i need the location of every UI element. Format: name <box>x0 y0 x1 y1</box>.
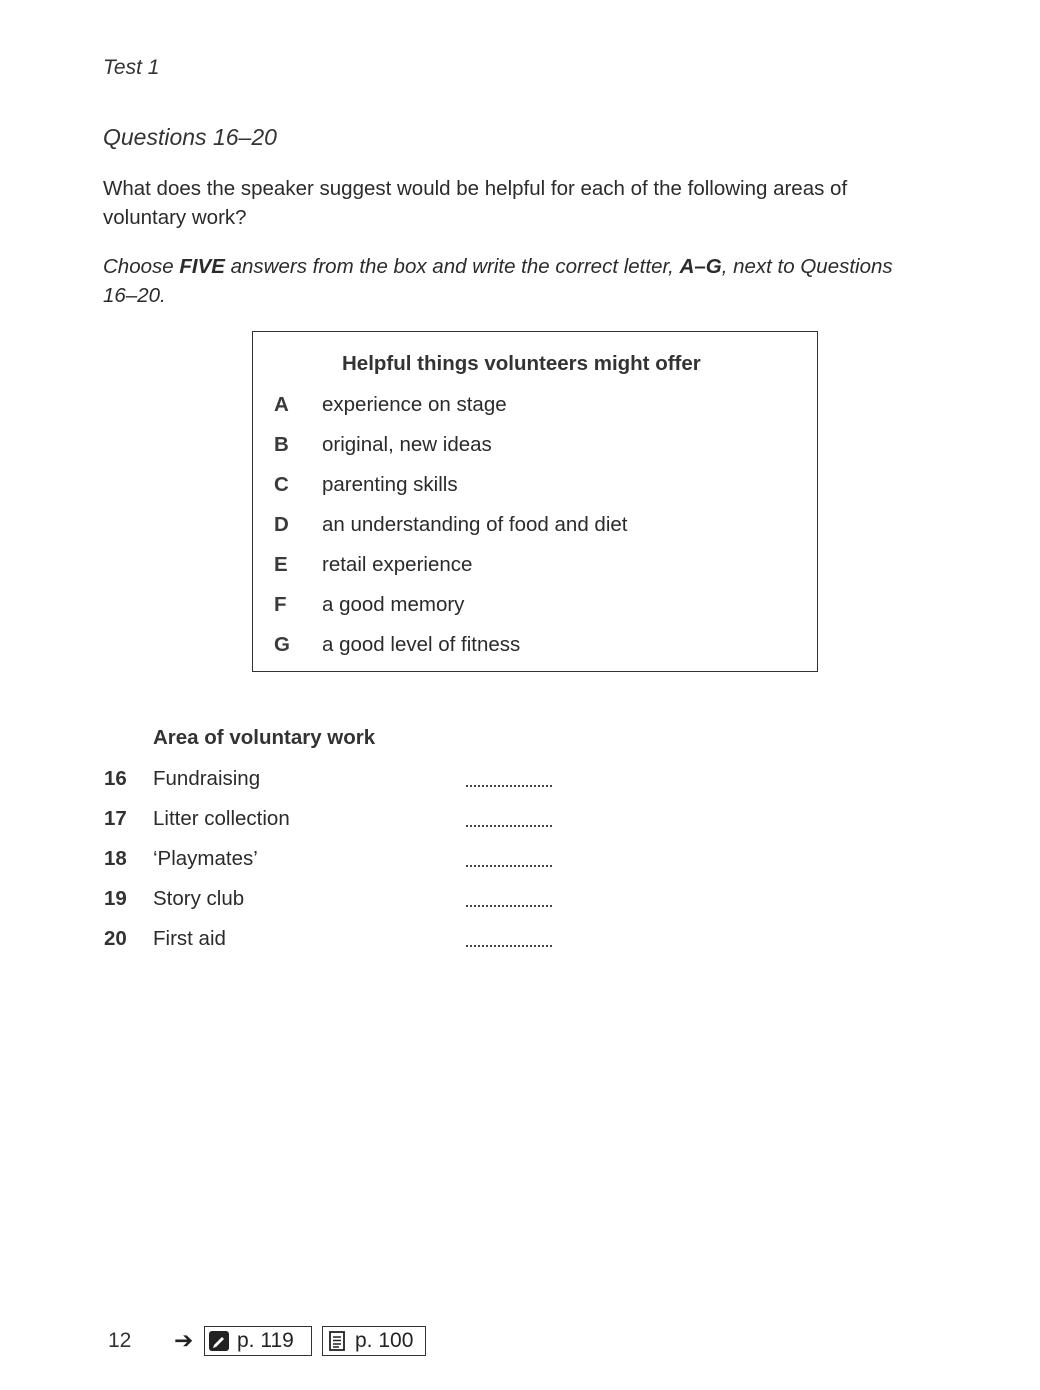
option-letter: C <box>274 473 289 496</box>
option-text: a good memory <box>322 593 465 616</box>
option-letter: B <box>274 433 289 456</box>
answer-key-page: p. 119 <box>237 1329 294 1352</box>
questions-heading: Questions 16–20 <box>103 124 277 150</box>
question-label: ‘Playmates’ <box>153 847 258 870</box>
option-letter: E <box>274 553 288 576</box>
question-label: Story club <box>153 887 245 910</box>
running-head: Test 1 <box>103 56 160 79</box>
answer-blank[interactable] <box>466 865 552 867</box>
option-letter: D <box>274 513 289 536</box>
page-number: 12 <box>108 1329 132 1352</box>
area-heading: Area of voluntary work <box>153 726 376 749</box>
option-text: an understanding of food and diet <box>322 513 628 536</box>
transcript-page: p. 100 <box>355 1329 414 1352</box>
instruction-text: What does the speaker suggest would be helpful for each of the following areas of voluntary work? <box>103 177 848 229</box>
choose-mid: answers from the box and write the correct letter, <box>224 255 680 278</box>
answer-blank[interactable] <box>466 905 552 907</box>
answer-blank[interactable] <box>466 945 552 947</box>
question-18 <box>104 847 564 877</box>
option-letter: G <box>274 633 290 656</box>
answer-blank[interactable] <box>466 825 552 827</box>
option-text: parenting skills <box>322 473 458 496</box>
transcript-reference[interactable] <box>322 1326 426 1356</box>
question-number: 19 <box>104 887 127 910</box>
question-number: 16 <box>104 767 127 790</box>
question-label: Fundraising <box>153 767 261 790</box>
question-number: 17 <box>104 807 127 830</box>
options-box-title: Helpful things volunteers might offer <box>342 352 701 375</box>
choose-post: , next to Questions 16–20. <box>103 255 893 307</box>
question-16 <box>104 767 564 797</box>
option-text: a good level of fitness <box>322 633 521 656</box>
choose-instruction <box>103 252 923 310</box>
choose-five: FIVE <box>179 255 225 278</box>
options-box <box>252 331 818 672</box>
question-label: Litter collection <box>153 807 290 830</box>
transcript-icon <box>327 1331 347 1351</box>
option-text: retail experience <box>322 553 473 576</box>
question-number: 18 <box>104 847 127 870</box>
option-text: original, new ideas <box>322 433 492 456</box>
option-letter: F <box>274 593 287 616</box>
answer-key-reference[interactable] <box>204 1326 312 1356</box>
choose-pre: Choose <box>103 255 180 278</box>
answer-key-icon <box>209 1331 229 1351</box>
question-17 <box>104 807 564 837</box>
question-label: First aid <box>153 927 226 950</box>
answer-blank[interactable] <box>466 785 552 787</box>
question-20 <box>104 927 564 957</box>
question-19 <box>104 887 564 917</box>
option-text: experience on stage <box>322 393 507 416</box>
option-letter: A <box>274 393 289 416</box>
choose-range: A–G <box>679 255 722 278</box>
question-number: 20 <box>104 927 127 950</box>
arrow-right-icon: ➔ <box>174 1327 194 1353</box>
